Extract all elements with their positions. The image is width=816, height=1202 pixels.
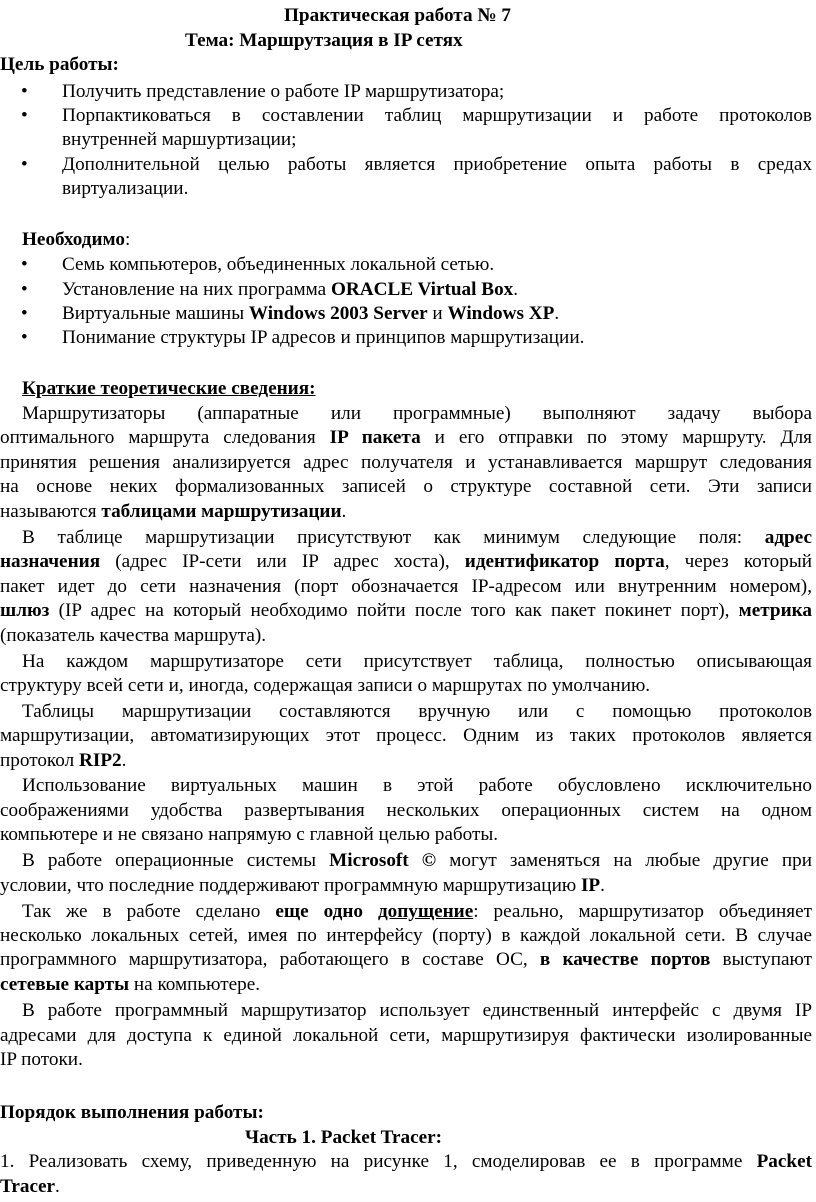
theory-p1-line-1: Маршрутизаторы (аппаратные или программные) выполняют задачу выбора	[22, 403, 812, 424]
bullet-icon: •	[21, 327, 28, 348]
theory-p1-line-5: называются таблицами маршрутизации.	[0, 501, 347, 522]
theory-p5-line-3: компьютере и не связано напрямую с главной целью работы.	[0, 824, 499, 845]
procedure-step-1-line-2: Tracer.	[0, 1176, 60, 1197]
theory-p8-line-2: адресами для доступа к единой локальной сети, маршрутизируя фактически изолированные	[0, 1025, 812, 1046]
required-item-2: Установление на них программа ORACLE Virtual Box.	[62, 279, 519, 300]
theory-p2-line-3: пакет идет до сети назначения (порт обозначается IP-адресом или внутренним номером),	[0, 576, 812, 597]
goal-heading: Цель работы:	[0, 54, 119, 75]
theory-p1-line-4: на основе неких формализованных записей о структуре составной сети. Эти записи	[0, 476, 812, 497]
theory-p7-line-4: сетевые карты на компьютере.	[0, 974, 261, 995]
theory-p5-line-2: соображениями удобства развертывания нескольких операционных систем на одном	[0, 800, 812, 821]
bullet-icon: •	[21, 105, 28, 126]
theory-p2-line-1: В таблице маршрутизации присутствуют как минимум следующие поля: адрес	[22, 527, 812, 548]
theory-p1-line-3: принятия решения анализируется адрес получателя и устанавливается маршрут следования	[0, 452, 812, 473]
bullet-icon: •	[21, 81, 28, 102]
bullet-icon: •	[21, 279, 28, 300]
required-item-4: Понимание структуры IP адресов и принципов маршрутизации.	[62, 327, 585, 348]
theory-p7-line-1: Так же в работе сделано еще одно допущение: реально, маршрутизатор объединяет	[22, 901, 812, 922]
theory-p8-line-1: В работе программный маршрутизатор использует единственный интерфейс с двумя IP	[22, 1000, 812, 1021]
theory-p4-line-3: протокол RIP2.	[0, 750, 127, 771]
bullet-icon: •	[21, 303, 28, 324]
page-topic: Тема: Маршрутзация в IP сетях	[185, 30, 463, 51]
goal-item-3-line-2: виртуализации.	[62, 178, 189, 199]
theory-p7-line-3: программного маршрутизатора, работающего в составе ОС, в качестве портов выступают	[0, 949, 813, 970]
theory-p2-line-5: (показатель качества маршрута).	[0, 625, 267, 646]
required-heading: Необходимо:	[22, 229, 131, 250]
theory-p6-line-1: В работе операционные системы Microsoft © могут заменяться на любые другие при	[22, 850, 812, 871]
theory-p2-line-2: назначения (адрес IP-сети или IP адрес хоста), идентификатор порта, через который	[0, 551, 813, 572]
theory-p2-line-4: шлюз (IP адрес на который необходимо пойти после того как пакет покинет порт), метрика	[0, 600, 812, 621]
procedure-heading: Порядок выполнения работы:	[0, 1102, 264, 1123]
theory-p4-line-1: Таблицы маршрутизации составляются вручную или с помощью протоколов	[22, 701, 812, 722]
theory-p8-line-3: IP потоки.	[0, 1049, 83, 1070]
goal-item-2-line-2: внутренней маршуртизации;	[62, 129, 297, 150]
goal-item-1: Получить представление о работе IP маршрутизатора;	[62, 81, 505, 102]
theory-p6-line-2: условии, что последние поддерживают программную маршрутизацию IP.	[0, 875, 605, 896]
goal-item-3-line-1: Дополнительной целью работы является приобретение опыта работы в средах	[62, 154, 812, 175]
required-item-3: Виртуальные машины Windows 2003 Server и Windows XP.	[62, 303, 560, 324]
theory-heading: Краткие теоретические сведения:	[22, 378, 316, 399]
theory-p5-line-1: Использование виртуальных машин в этой работе обусловлено исключительно	[22, 775, 812, 796]
procedure-part-heading: Часть 1. Packet Tracer:	[245, 1127, 443, 1148]
theory-p3-line-2: структуру всей сети и, иногда, содержащая записи о маршрутах по умолчанию.	[0, 675, 651, 696]
theory-p3-line-1: На каждом маршрутизаторе сети присутствует таблица, полностью описывающая	[22, 651, 812, 672]
bullet-icon: •	[21, 254, 28, 275]
theory-p1-line-2: оптимального маршрута следования IP пакета и его отправки по этому маршруту. Для	[0, 427, 812, 448]
goal-item-2-line-1: Порпактиковаться в составлении таблиц маршрутизации и работе протоколов	[62, 105, 812, 126]
required-item-1: Семь компьютеров, объединенных локальной сетью.	[62, 254, 495, 275]
theory-p4-line-2: маршрутизации, автоматизирующих этот процесс. Одним из таких протоколов является	[0, 725, 812, 746]
procedure-step-1-line-1: 1. Реализовать схему, приведенную на рисунке 1, смоделировав ее в программе Packet	[0, 1151, 812, 1172]
theory-p7-line-2: несколько локальных сетей, имея по интерфейсу (порту) в каждой локальной сети. В случае	[0, 925, 812, 946]
page-title: Практическая работа № 7	[284, 5, 512, 26]
bullet-icon: •	[21, 154, 28, 175]
